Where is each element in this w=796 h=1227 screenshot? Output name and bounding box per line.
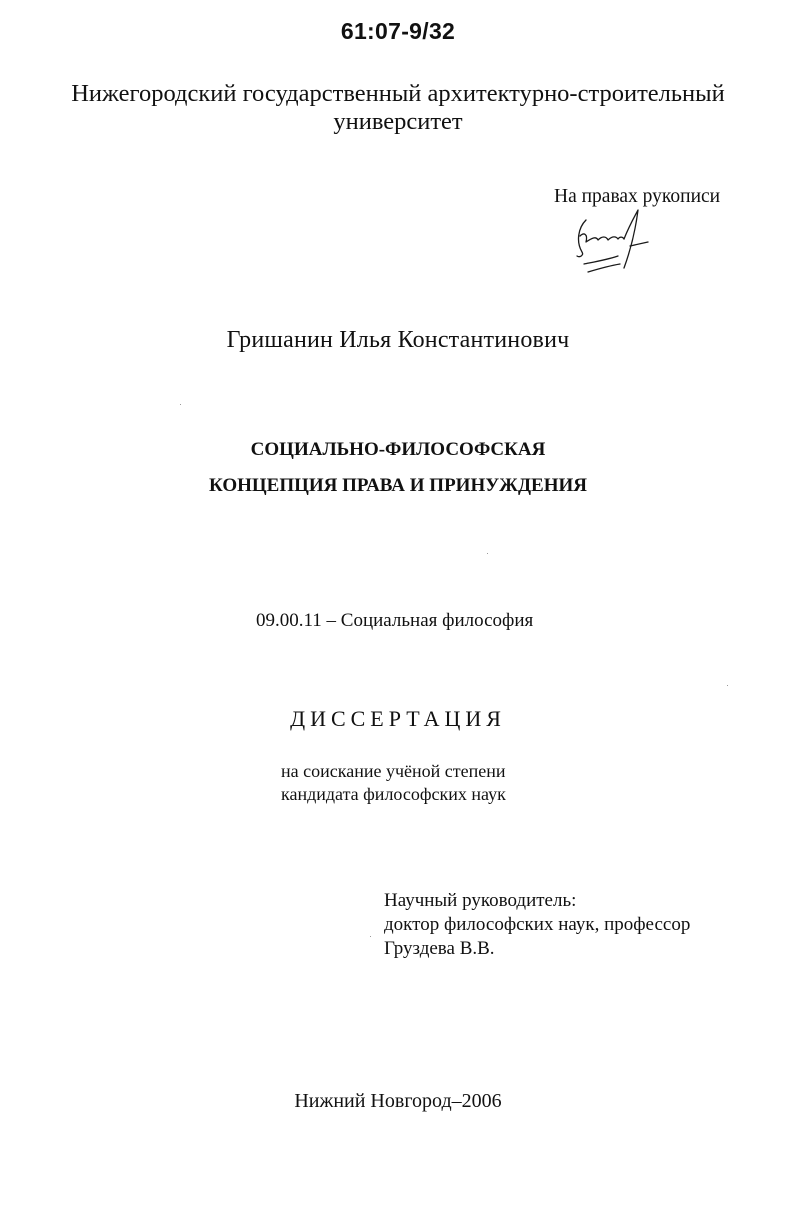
supervisor-name: Груздева В.В.	[384, 938, 495, 959]
document-type: ДИССЕРТАЦИЯ	[290, 706, 506, 731]
scan-speck	[727, 685, 728, 686]
degree-line-2: кандидата философских наук	[281, 784, 506, 804]
rights-note: На правах рукописи	[554, 186, 721, 207]
city-year: Нижний Новгород–2006	[294, 1090, 502, 1112]
specialty-code: 09.00.11 – Социальная философия	[256, 610, 534, 631]
degree-line-1: на соискание учёной степени	[281, 761, 506, 781]
scan-speck	[370, 936, 371, 937]
dissertation-title	[0, 432, 796, 504]
institution-line-1: Нижегородский государственный архитектурно-строительный	[71, 80, 725, 107]
degree-sought	[281, 760, 506, 806]
supervisor-block	[384, 889, 690, 961]
institution-name	[0, 80, 796, 136]
handwritten-signature	[568, 206, 658, 286]
title-line-1: СОЦИАЛЬНО-ФИЛОСОФСКАЯ	[250, 439, 546, 460]
scan-speck	[180, 404, 181, 405]
scan-speck	[487, 553, 488, 554]
institution-line-2: университет	[333, 108, 463, 135]
supervisor-label: Научный руководитель:	[384, 890, 577, 911]
title-line-2: КОНЦЕПЦИЯ ПРАВА И ПРИНУЖДЕНИЯ	[209, 475, 587, 496]
author-name: Гришанин Илья Константинович	[226, 327, 570, 353]
supervisor-credentials: доктор философских наук, профессор	[384, 914, 691, 935]
catalog-number: 61:07-9/32	[340, 18, 456, 44]
